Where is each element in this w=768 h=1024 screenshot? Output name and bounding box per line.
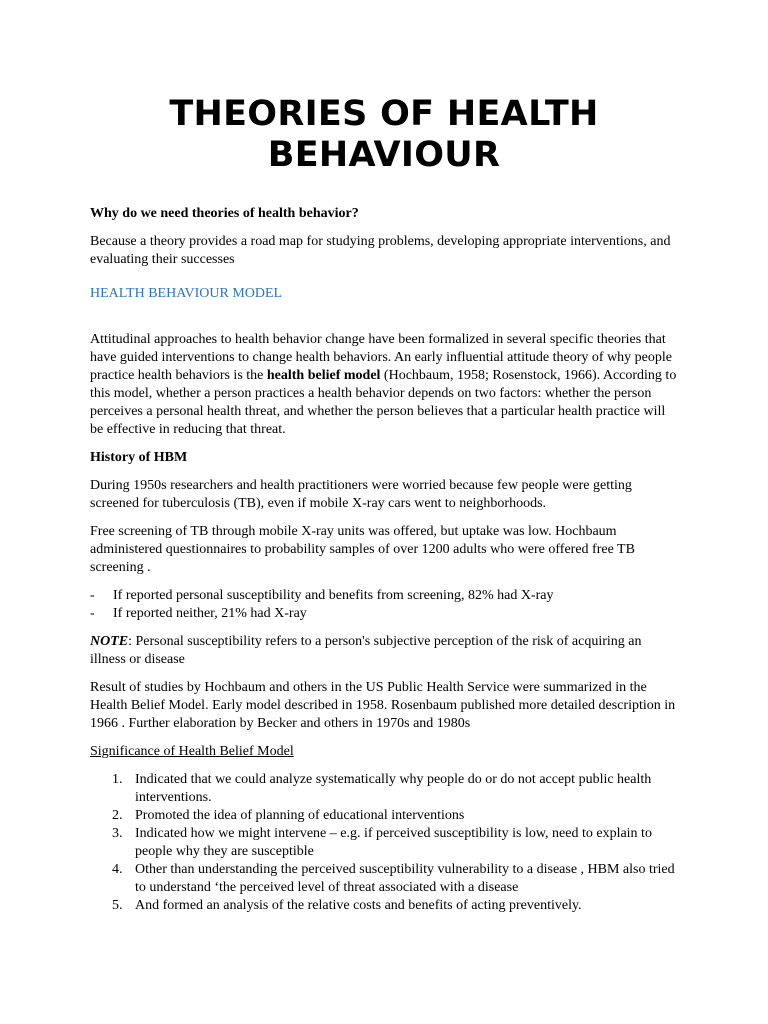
list-item <box>90 897 680 915</box>
history-paragraph-1: During 1950s researchers and health practitioners were worried because few people were getting screened for tuberculosis (TB), even if mobile X-ray cars went to neighborhoods. <box>90 478 632 511</box>
list-item <box>90 861 680 897</box>
list-number: 4. <box>112 862 123 877</box>
page-title: THEORIES OF HEALTH BEHAVIOUR <box>169 94 599 175</box>
list-item <box>90 807 680 825</box>
list-item-text: Promoted the idea of planning of educational interventions <box>135 808 465 823</box>
list-number: 3. <box>112 826 123 841</box>
question-heading: Why do we need theories of health behavior? <box>90 206 359 221</box>
list-item <box>90 825 680 861</box>
note-text: : Personal susceptibility refers to a person's subjective perception of the risk of acquiring an illness or disease <box>90 634 642 667</box>
list-item-text: If reported personal susceptibility and benefits from screening, 82% had X-ray <box>113 588 554 603</box>
list-item-text: Other than understanding the perceived susceptibility vulnerability to a disease , HBM also tried to understand ‘the perceived level of threat associated with a disease <box>135 862 675 895</box>
significance-list <box>90 771 680 915</box>
list-item <box>90 587 680 605</box>
significance-heading-line <box>90 743 680 761</box>
attitudinal-paragraph <box>90 331 680 439</box>
document-body <box>90 205 680 915</box>
result-paragraph: Result of studies by Hochbaum and others in the US Public Health Service were summarized in the Health Belief Model. Early model described in 1958. Rosenbaum published more detailed description in 1966 . Further elaboration by Becker and others in 1970s and 1980s <box>90 680 676 731</box>
note-label: NOTE <box>90 634 129 649</box>
findings-list <box>90 587 680 623</box>
list-item <box>90 771 680 807</box>
list-number: 2. <box>112 808 123 823</box>
attitudinal-text-end: (Hochbaum, 1958; Rosenstock, 1966). According to this model, whether a person practices a health behavior depends on two factors: whether the person perceives a personal health threat, and whether the person believes that a particular health practice will be effective in reducing that threat. <box>90 368 677 437</box>
model-heading: HEALTH BEHAVIOUR MODEL <box>90 286 283 301</box>
answer-paragraph: Because a theory provides a road map for studying problems, developing appropriate interventions, and evaluating their successes <box>90 234 671 267</box>
history-paragraph-2: Free screening of TB through mobile X-ray units was offered, but uptake was low. Hochbaum administered questionnaires to probability samples of over 1200 adults who were offered free TB screening . <box>90 524 635 575</box>
attitudinal-text-start: Attitudinal approaches to health behavior change have been formalized in several specific theories that have guided interventions to change health behaviors. An early influential attitude theory of why people practice health behaviors is the <box>90 332 672 383</box>
list-number: 1. <box>112 772 123 787</box>
list-number: 5. <box>112 898 123 913</box>
note-paragraph <box>90 633 680 669</box>
health-belief-model-term: health belief model <box>266 368 381 383</box>
list-marker: - <box>90 588 95 603</box>
list-item-text: Indicated that we could analyze systematically why people do or do not accept public health interventions. <box>135 772 652 805</box>
list-item-text: Indicated how we might intervene – e.g. if perceived susceptibility is low, need to explain to people why they are susceptible <box>135 826 652 859</box>
list-item <box>90 605 680 623</box>
list-item-text: And formed an analysis of the relative costs and benefits of acting preventively. <box>135 898 582 913</box>
significance-heading: Significance of Health Belief Model <box>90 744 294 759</box>
list-item-text: If reported neither, 21% had X-ray <box>113 606 307 621</box>
list-marker: - <box>90 606 95 621</box>
history-heading: History of HBM <box>90 450 188 465</box>
